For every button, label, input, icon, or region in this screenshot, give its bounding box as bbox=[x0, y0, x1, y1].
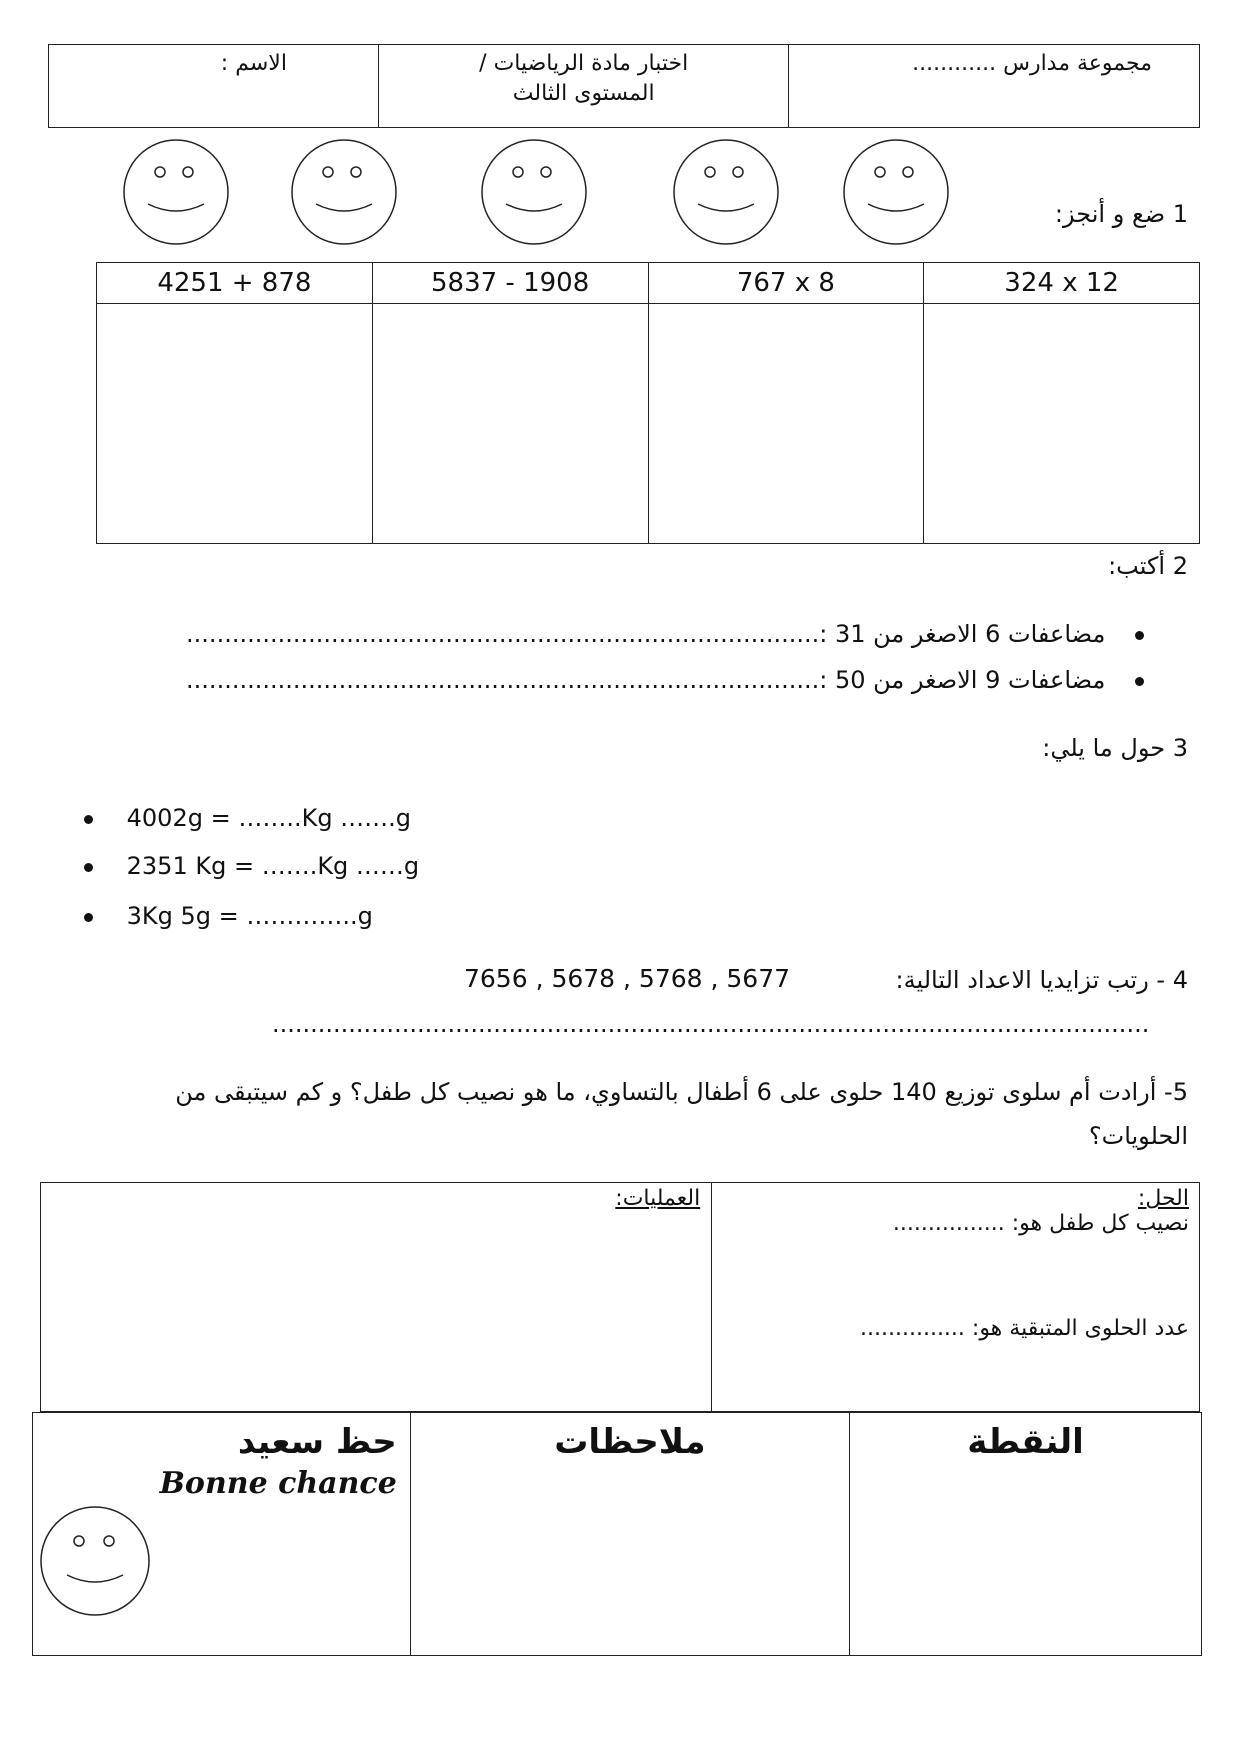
solution-label: الحل: bbox=[1137, 1186, 1189, 1211]
remaining-line[interactable]: عدد الحلوى المتبقية هو: ............... bbox=[860, 1316, 1189, 1341]
q2-item-text: مضاعفات 6 الاصغر من 31 :................................................................................... bbox=[186, 620, 1106, 648]
bonne-chance-text: Bonne chance bbox=[159, 1466, 397, 1501]
answer-cell[interactable] bbox=[924, 304, 1200, 544]
operations-label: العمليات: bbox=[615, 1186, 701, 1211]
luck-cell bbox=[33, 1413, 411, 1656]
answer-cell[interactable] bbox=[648, 304, 924, 544]
exam-title-line1: اختبار مادة الرياضيات / bbox=[479, 51, 689, 76]
solution-cell bbox=[712, 1183, 1200, 1412]
q3-item bbox=[84, 902, 373, 930]
q3-item-text: 4002g = ……..Kg …….g bbox=[126, 804, 412, 832]
q3-item bbox=[84, 804, 411, 832]
q2-item-text: مضاعفات 9 الاصغر من 50 :................................................................................... bbox=[186, 666, 1106, 694]
bullet-icon bbox=[1135, 631, 1144, 640]
q4-numbers: 7656 , 5678 , 5768 , 5677 bbox=[464, 964, 791, 993]
name-label: الاسم : bbox=[220, 51, 287, 76]
smiley-face-icon bbox=[842, 138, 950, 246]
notes-label: ملاحظات bbox=[554, 1422, 706, 1462]
operations-cell[interactable] bbox=[41, 1183, 712, 1412]
share-line[interactable]: نصيب كل طفل هو: ................ bbox=[892, 1211, 1189, 1236]
q5-line1: 5- أرادت أم سلوى توزيع 140 حلوى على 6 أطفال بالتساوي، ما هو نصيب كل طفل؟ و كم سيتبقى من bbox=[175, 1078, 1188, 1106]
smiley-face-icon bbox=[122, 138, 230, 246]
problem-table bbox=[40, 1182, 1200, 1412]
q3-item bbox=[84, 852, 419, 880]
op-header-addition: 4251 + 878 bbox=[97, 263, 373, 304]
op-header-subtraction: 5837 - 1908 bbox=[372, 263, 648, 304]
school-cell bbox=[789, 45, 1200, 128]
title-cell bbox=[378, 45, 789, 128]
q5-line2: الحلويات؟ bbox=[1088, 1122, 1188, 1150]
footer-table bbox=[32, 1412, 1202, 1656]
name-cell bbox=[49, 45, 379, 128]
operations-table bbox=[96, 262, 1200, 544]
q4-answer-line: ................................................................................................................... bbox=[272, 1010, 1150, 1038]
smiley-face-icon bbox=[672, 138, 780, 246]
q3-item-text: 3Kg 5g = …………..g bbox=[126, 902, 373, 930]
score-cell[interactable] bbox=[850, 1413, 1202, 1656]
bullet-icon bbox=[84, 913, 93, 922]
q1-label: 1 ضع و أنجز: bbox=[1054, 200, 1188, 228]
q2-item bbox=[100, 666, 1144, 694]
op-header-multiplication-1: 767 x 8 bbox=[648, 263, 924, 304]
q2-label: 2 أكتب: bbox=[1108, 552, 1188, 580]
bullet-icon bbox=[84, 815, 93, 824]
smiley-face-icon bbox=[480, 138, 588, 246]
q2-item bbox=[100, 620, 1144, 648]
score-label: النقطة bbox=[967, 1422, 1084, 1462]
answer-cell[interactable] bbox=[97, 304, 373, 544]
bullet-icon bbox=[1135, 677, 1144, 686]
q3-item-text: 2351 Kg = …….Kg ……g bbox=[126, 852, 420, 880]
luck-label: حظ سعيد bbox=[237, 1422, 397, 1462]
smiley-face-icon bbox=[290, 138, 398, 246]
header-table bbox=[48, 44, 1200, 128]
answer-cell[interactable] bbox=[372, 304, 648, 544]
exam-title-line2: المستوى الثالث bbox=[512, 81, 655, 106]
smiley-face-icon bbox=[39, 1505, 151, 1617]
bullet-icon bbox=[84, 863, 93, 872]
notes-cell[interactable] bbox=[410, 1413, 849, 1656]
op-header-multiplication-2: 324 x 12 bbox=[924, 263, 1200, 304]
q4-label: 4 - رتب تزايديا الاعداد التالية: bbox=[895, 966, 1188, 994]
school-group-label: مجموعة مدارس ............ bbox=[912, 51, 1152, 76]
q3-label: 3 حول ما يلي: bbox=[1042, 734, 1188, 762]
